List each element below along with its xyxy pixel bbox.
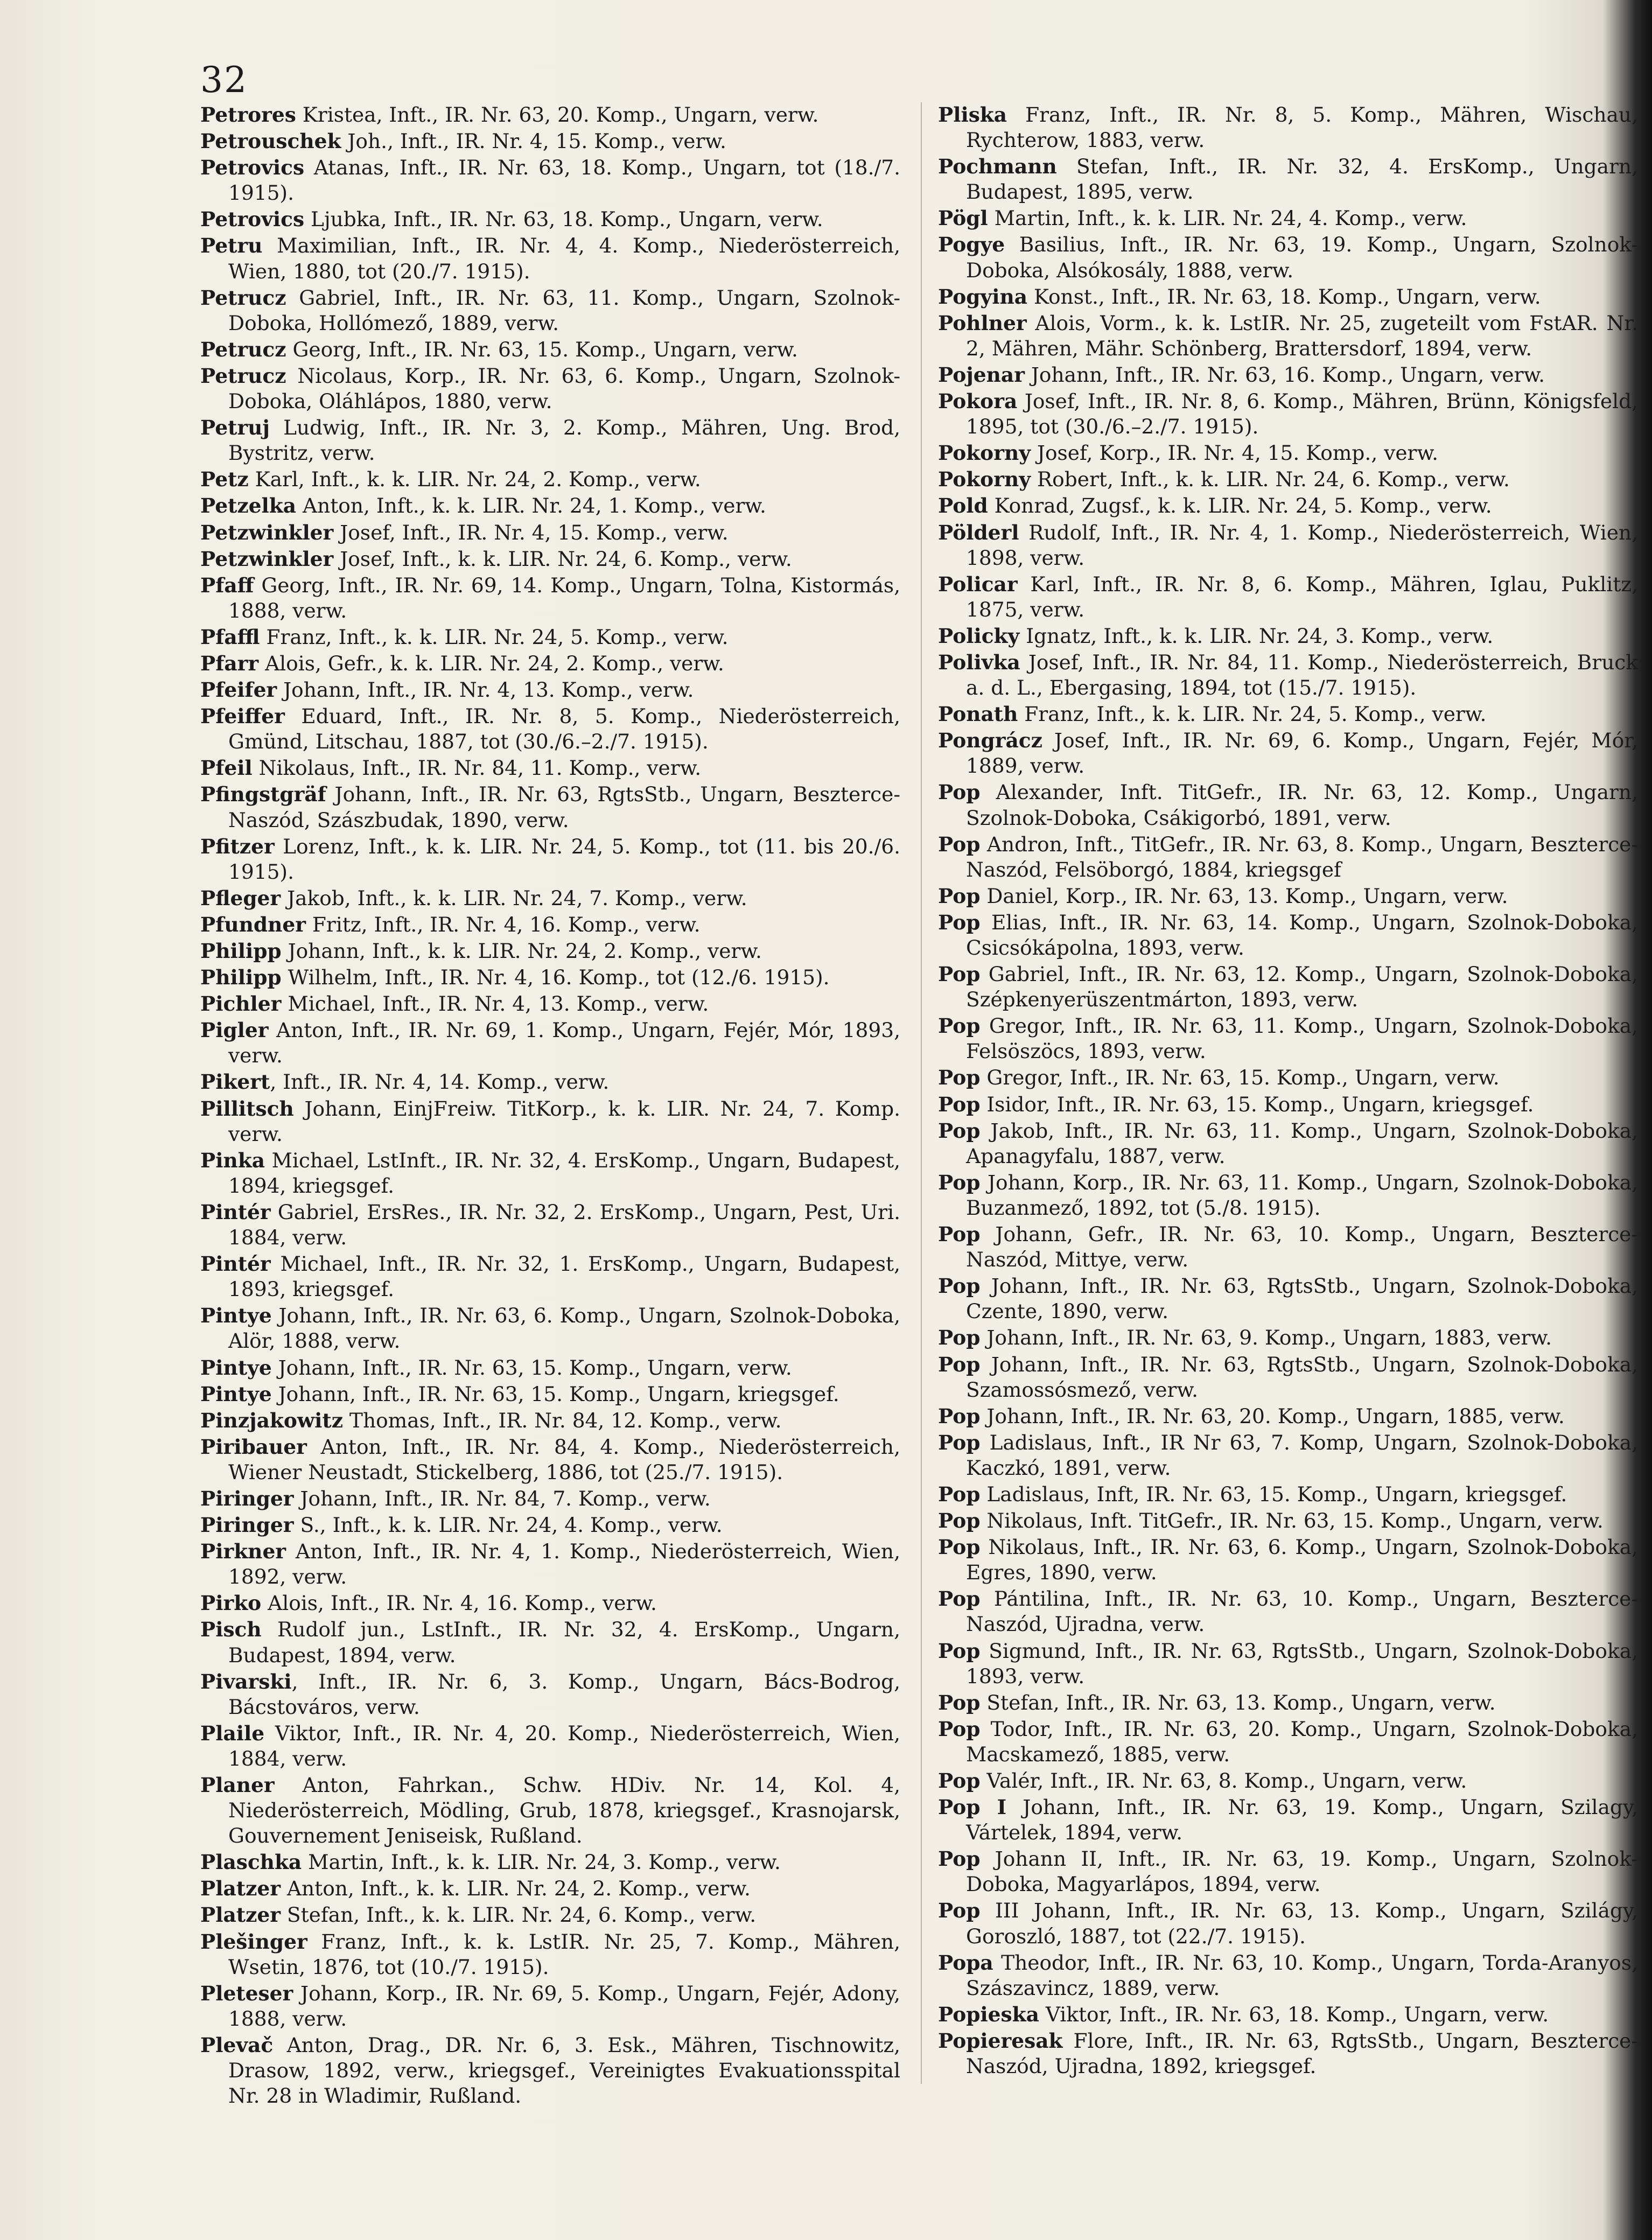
- entry-surname: Petrucz: [200, 285, 286, 310]
- directory-entry: [938, 1352, 1638, 1403]
- entry-surname: Pfeil: [200, 756, 253, 780]
- entry-surname: Platzer: [200, 1903, 281, 1927]
- directory-entry: [200, 285, 900, 336]
- entry-surname: Pokorny: [938, 441, 1031, 465]
- directory-entry: [938, 702, 1638, 727]
- entry-details: Johann, Inft., IR. Nr. 4, 13. Komp., verw.: [277, 678, 694, 702]
- entry-details: Ignatz, Inft., k. k. LIR. Nr. 24, 3. Komp., verw.: [1019, 624, 1494, 648]
- directory-entry: [200, 1434, 900, 1485]
- entry-surname: Pop: [938, 1509, 981, 1533]
- entry-surname: Petrores: [200, 103, 296, 127]
- entry-surname: Pfundner: [200, 912, 306, 936]
- entry-surname: Pfeifer: [200, 678, 277, 702]
- entry-details: Valér, Inft., IR. Nr. 63, 8. Komp., Ungarn, verw.: [980, 1769, 1467, 1793]
- entry-surname: Philipp: [200, 939, 282, 963]
- entry-details: Nikolaus, Inft., IR. Nr. 63, 6. Komp., Ungarn, Szolnok-Doboka, Egres, 1890, verw.: [966, 1535, 1638, 1585]
- entry-surname: Pop: [938, 832, 981, 856]
- directory-entry: [938, 1690, 1638, 1716]
- entry-surname: Petzelka: [200, 494, 297, 518]
- entry-details: Johann, Korp., IR. Nr. 69, 5. Komp., Ungarn, Fejér, Adony, 1888, verw.: [228, 1981, 900, 2031]
- directory-entry: [200, 1876, 900, 1901]
- directory-entry: [938, 493, 1638, 519]
- entry-details: Johann, Inft., IR. Nr. 63, 6. Komp., Ungarn, Szolnok-Doboka, Alör, 1888, verw.: [228, 1304, 900, 1353]
- entry-surname: Pigler: [200, 1018, 269, 1042]
- directory-entry: [200, 782, 900, 832]
- entry-details: Georg, Inft., IR. Nr. 63, 15. Komp., Ungarn, verw.: [286, 337, 798, 361]
- entry-details: Franz, Inft., k. k. LIR. Nr. 24, 5. Komp., verw.: [260, 625, 729, 649]
- directory-entry: [938, 311, 1638, 361]
- entry-details: Johann, Korp., IR. Nr. 63, 11. Komp., Ungarn, Szolnok-Doboka, Buzanmező, 1892, tot (5./8. 1915).: [966, 1170, 1638, 1220]
- entry-details: Johann, Inft., IR. Nr. 63, 15. Komp., Ungarn, verw.: [271, 1355, 792, 1380]
- entry-details: Anton, Fahrkan., Schw. HDiv. Nr. 14, Kol. 4, Niederösterreich, Mödling, Grub, 1878, kriegsgef., Krasnojarsk, Gouvernement Jeniseisk, Rußland.: [228, 1773, 900, 1848]
- entry-surname: Petrucz: [200, 337, 286, 361]
- directory-entry: [938, 284, 1638, 310]
- directory-entry: [200, 1069, 900, 1095]
- directory-entry: [200, 155, 900, 206]
- entry-surname: Policar: [938, 572, 1018, 596]
- entry-surname: Pohlner: [938, 311, 1027, 335]
- entry-surname: Plaile: [200, 1721, 265, 1745]
- directory-entry: [938, 1065, 1638, 1090]
- entry-surname: Pop: [938, 1899, 981, 1923]
- directory-entry: [938, 1092, 1638, 1117]
- entry-surname: Pop: [938, 1587, 981, 1611]
- entry-details: Johann, Inft., IR. Nr. 63, 9. Komp., Ungarn, 1883, verw.: [980, 1326, 1552, 1350]
- directory-entry: [938, 1768, 1638, 1794]
- directory-entry: [200, 834, 900, 885]
- entry-details: Josef, Inft., IR. Nr. 8, 6. Komp., Mähren, Brünn, Königsfeld, 1895, tot (30./6.–2./7. 1915).: [966, 389, 1638, 439]
- entry-surname: Pop: [938, 1430, 981, 1454]
- entry-surname: Pop: [938, 1274, 981, 1298]
- entry-surname: Pokora: [938, 389, 1018, 414]
- entry-surname: Petrouschek: [200, 129, 341, 153]
- entry-surname: Philipp: [200, 965, 282, 990]
- entry-details: Johann, Inft., IR. Nr. 84, 7. Komp., verw.: [293, 1486, 711, 1510]
- entry-details: Johann, Inft., IR. Nr. 63, 19. Komp., Ungarn, Szilagy, Vártelek, 1894, verw.: [966, 1795, 1638, 1845]
- entry-details: Michael, LstInft., IR. Nr. 32, 4. ErsKomp., Ungarn, Budapest, 1894, kriegsgef.: [228, 1148, 900, 1198]
- entry-surname: Plevač: [200, 2033, 274, 2057]
- entry-details: Isidor, Inft., IR. Nr. 63, 15. Komp., Ungarn, kriegsgef.: [980, 1092, 1534, 1116]
- entry-details: Konst., Inft., IR. Nr. 63, 18. Komp., Ungarn, verw.: [1027, 284, 1541, 309]
- directory-entry: [938, 1482, 1638, 1507]
- entry-details: Josef, Inft., IR. Nr. 4, 15. Komp., verw.: [333, 520, 729, 544]
- directory-entry: [938, 2028, 1638, 2079]
- entry-surname: Pintér: [200, 1200, 271, 1224]
- entry-details: Ladislaus, Inft., IR Nr 63, 7. Komp, Ungarn, Szolnok-Doboka, Kaczkó, 1891, verw.: [966, 1430, 1638, 1480]
- directory-entry: [200, 1902, 900, 1928]
- directory-entry: [200, 1018, 900, 1068]
- directory-entry: [200, 1721, 900, 1772]
- directory-entry: [200, 102, 900, 128]
- directory-entry: [200, 1486, 900, 1511]
- entry-details: Josef, Inft., k. k. LIR. Nr. 24, 6. Komp., verw.: [333, 547, 792, 571]
- entry-details: Wilhelm, Inft., IR. Nr. 4, 16. Komp., tot (12./6. 1915).: [281, 965, 830, 990]
- entry-details: Sigmund, Inft., IR. Nr. 63, RgtsStb., Ungarn, Szolnok-Doboka, 1893, verw.: [966, 1639, 1638, 1688]
- entry-surname: Pogyina: [938, 284, 1028, 309]
- directory-entry: [938, 440, 1638, 466]
- directory-entry: [200, 1591, 900, 1616]
- entry-surname: Plešinger: [200, 1929, 307, 1954]
- directory-entry: [200, 939, 900, 964]
- entry-surname: Pokorny: [938, 467, 1031, 492]
- entry-details: Johann, Inft., IR. Nr. 63, RgtsStb., Ungarn, Szolnok-Doboka, Szamossósmező, verw.: [966, 1352, 1638, 1402]
- entry-details: Thomas, Inft., IR. Nr. 84, 12. Komp., verw.: [343, 1408, 782, 1432]
- directory-entry: [200, 704, 900, 754]
- entry-details: Daniel, Korp., IR. Nr. 63, 13. Komp., Ungarn, verw.: [980, 884, 1508, 908]
- entry-details: Franz, Inft., k. k. LIR. Nr. 24, 5. Komp., verw.: [1018, 702, 1487, 726]
- directory-entry: [200, 1148, 900, 1199]
- entry-surname: Pojenar: [938, 362, 1025, 387]
- entry-details: Stefan, Inft., IR. Nr. 32, 4. ErsKomp., Ungarn, Budapest, 1895, verw.: [966, 155, 1638, 204]
- directory-entry: [200, 1539, 900, 1590]
- entry-details: Josef, Korp., IR. Nr. 4, 15. Komp., verw.: [1031, 441, 1439, 465]
- entry-details: Nikolaus, Inft. TitGefr., IR. Nr. 63, 15. Komp., Ungarn, verw.: [980, 1509, 1604, 1533]
- entry-details: Johann, Inft., IR. Nr. 63, RgtsStb., Ungarn, Szolnok-Doboka, Czente, 1890, verw.: [966, 1274, 1638, 1324]
- directory-entry: [200, 886, 900, 911]
- directory-entry: [938, 1170, 1638, 1221]
- directory-entry: [200, 207, 900, 232]
- directory-entry: [200, 547, 900, 572]
- entry-surname: Pinzjakowitz: [200, 1408, 344, 1432]
- entry-details: Alexander, Inft. TitGefr., IR. Nr. 63, 12. Komp., Ungarn, Szolnok-Doboka, Csákigorbó, 1891, verw.: [966, 780, 1638, 830]
- entry-details: Franz, Inft., IR. Nr. 8, 5. Komp., Mähren, Wischau, Rychterow, 1883, verw.: [966, 103, 1638, 152]
- directory-entry: [938, 572, 1638, 622]
- entry-surname: Petruj: [200, 416, 270, 440]
- entry-surname: Plaschka: [200, 1850, 302, 1874]
- directory-entry: [200, 625, 900, 650]
- directory-entry: [938, 1222, 1638, 1272]
- entry-surname: Ponath: [938, 702, 1018, 726]
- entry-details: Kristea, Inft., IR. Nr. 63, 20. Komp., Ungarn, verw.: [296, 103, 819, 127]
- directory-entry: [200, 1981, 900, 2032]
- entry-surname: Pop: [938, 1690, 981, 1714]
- directory-entry: [200, 1408, 900, 1433]
- entry-details: Elias, Inft., IR. Nr. 63, 14. Komp., Ungarn, Szolnok-Doboka, Csicsókápolna, 1893, verw.: [966, 910, 1638, 960]
- entry-details: Fritz, Inft., IR. Nr. 4, 16. Komp., verw.: [305, 912, 701, 936]
- entry-details: Eduard, Inft., IR. Nr. 8, 5. Komp., Niederösterreich, Gmünd, Litschau, 1887, tot (30./6.–2./7. 1915).: [228, 704, 900, 754]
- entry-surname: Pop: [938, 1769, 981, 1793]
- entry-details: Stefan, Inft., k. k. LIR. Nr. 24, 6. Komp., verw.: [280, 1903, 757, 1927]
- directory-entry: [938, 232, 1638, 283]
- entry-surname: Pop: [938, 1404, 981, 1428]
- entry-details: Alois, Inft., IR. Nr. 4, 16. Komp., verw.: [261, 1591, 657, 1615]
- entry-details: Konrad, Zugsf., k. k. LIR. Nr. 24, 5. Komp., verw.: [988, 494, 1492, 518]
- entry-surname: Petz: [200, 467, 249, 492]
- entry-surname: Pichler: [200, 992, 282, 1016]
- entry-details: Ludwig, Inft., IR. Nr. 3, 2. Komp., Mähren, Ung. Brod, Bystritz, verw.: [228, 416, 900, 465]
- directory-entry: [200, 991, 900, 1017]
- directory-entry: [938, 520, 1638, 571]
- directory-entry: [200, 651, 900, 676]
- entry-surname: Pop: [938, 1639, 981, 1663]
- directory-entry: [200, 233, 900, 284]
- directory-entry: [200, 1200, 900, 1250]
- entry-surname: Platzer: [200, 1877, 281, 1901]
- directory-entry: [200, 1513, 900, 1538]
- entry-surname: Pop: [938, 1092, 981, 1116]
- entry-details: Johann, Inft., IR. Nr. 63, 20. Komp., Ungarn, 1885, verw.: [980, 1404, 1565, 1428]
- entry-details: Gabriel, Inft., IR. Nr. 63, 11. Komp., Ungarn, Szolnok-Doboka, Hollómező, 1889, verw.: [228, 285, 900, 335]
- entry-surname: Pop: [938, 1535, 981, 1559]
- entry-surname: Pfitzer: [200, 834, 275, 858]
- entry-details: Anton, Drag., DR. Nr. 6, 3. Esk., Mähren, Tischnowitz, Drasow, 1892, verw., kriegsgef., Vereinigtes Evakuationsspital Nr. 28 in Wladimir, Rußland.: [228, 2033, 900, 2108]
- directory-entry: [938, 389, 1638, 439]
- entry-surname: Pop: [938, 1847, 981, 1871]
- directory-entry: [938, 1508, 1638, 1534]
- entry-details: Gabriel, ErsRes., IR. Nr. 32, 2. ErsKomp., Ungarn, Pest, Uri. 1884, verw.: [228, 1200, 900, 1250]
- entry-details: Johann, Inft., IR. Nr. 63, 16. Komp., Ungarn, verw.: [1024, 362, 1545, 387]
- entry-details: Jakob, Inft., IR. Nr. 63, 11. Komp., Ungarn, Szolnok-Doboka, Apanagyfalu, 1887, verw.: [966, 1118, 1638, 1168]
- directory-entry: [938, 362, 1638, 388]
- directory-entry: [200, 337, 900, 362]
- entry-surname: Pop: [938, 1222, 981, 1247]
- entry-surname: Polivka: [938, 650, 1020, 674]
- entry-details: Martin, Inft., k. k. LIR. Nr. 24, 3. Komp., verw.: [302, 1850, 781, 1874]
- entry-details: Michael, Inft., IR. Nr. 32, 1. ErsKomp., Ungarn, Budapest, 1893, kriegsgef.: [228, 1252, 900, 1301]
- entry-details: Basilius, Inft., IR. Nr. 63, 19. Komp., Ungarn, Szolnok-Doboka, Alsókosály, 1888, verw.: [966, 233, 1638, 282]
- entry-surname: Piringer: [200, 1486, 294, 1510]
- directory-entry: [938, 962, 1638, 1012]
- directory-entry: [938, 206, 1638, 231]
- directory-entry: [938, 1404, 1638, 1429]
- entry-details: Gregor, Inft., IR. Nr. 63, 11. Komp., Ungarn, Szolnok-Doboka, Felsöszöcs, 1893, verw.: [966, 1014, 1638, 1063]
- entry-details: Anton, Inft., IR. Nr. 69, 1. Komp., Ungarn, Fejér, Mór, 1893, verw.: [228, 1018, 900, 1068]
- directory-entry: [200, 1382, 900, 1407]
- entry-details: Joh., Inft., IR. Nr. 4, 15. Komp., verw.: [341, 129, 726, 153]
- entry-details: Ljubka, Inft., IR. Nr. 63, 18. Komp., Ungarn, verw.: [304, 207, 823, 232]
- directory-entry: [938, 467, 1638, 492]
- entry-details: , Inft., IR. Nr. 6, 3. Komp., Ungarn, Bács-Bodrog, Bácstováros, verw.: [228, 1669, 900, 1719]
- entry-details: Alois, Vorm., k. k. LstIR. Nr. 25, zugeteilt vom FstAR. Nr. 2, Mähren, Mähr. Schönberg, Brattersdorf, 1894, verw.: [966, 311, 1638, 360]
- entry-surname: Popieresak: [938, 2028, 1063, 2053]
- directory-entry: [938, 650, 1638, 701]
- directory-entry: [938, 728, 1638, 779]
- directory-entry: [200, 520, 900, 545]
- entry-surname: Pirko: [200, 1591, 262, 1615]
- directory-entry: [200, 363, 900, 414]
- directory-entry: [938, 1535, 1638, 1585]
- entry-details: Gregor, Inft., IR. Nr. 63, 15. Komp., Ungarn, verw.: [980, 1066, 1500, 1090]
- entry-details: Stefan, Inft., IR. Nr. 63, 13. Komp., Ungarn, verw.: [980, 1690, 1496, 1714]
- entry-surname: Pögl: [938, 206, 988, 230]
- entry-details: Johann, Inft., IR. Nr. 63, 15. Komp., Ungarn, kriegsgef.: [271, 1382, 839, 1406]
- entry-surname: Pfeiffer: [200, 704, 285, 729]
- entry-surname: Pfleger: [200, 886, 281, 910]
- entry-surname: Pochmann: [938, 155, 1057, 179]
- entry-surname: Pop: [938, 1326, 981, 1350]
- directory-entry: [200, 467, 900, 492]
- directory-entry: [200, 573, 900, 624]
- directory-entry: [938, 1013, 1638, 1064]
- entry-surname: Petzwinkler: [200, 520, 334, 544]
- entry-details: , Inft., IR. Nr. 4, 14. Komp., verw.: [270, 1070, 610, 1094]
- directory-entry: [938, 1717, 1638, 1767]
- directory-entry: [938, 1118, 1638, 1169]
- directory-entry: [938, 884, 1638, 909]
- entry-details: Martin, Inft., k. k. LIR. Nr. 24, 4. Komp., verw.: [988, 206, 1467, 230]
- entry-surname: Pop I: [938, 1795, 1007, 1819]
- column-divider: [921, 102, 922, 2084]
- entry-surname: Pfaffl: [200, 625, 260, 649]
- entry-details: Johann, Gefr., IR. Nr. 63, 10. Komp., Ungarn, Beszterce-Naszód, Mittye, verw.: [966, 1222, 1638, 1272]
- entry-surname: Pintye: [200, 1382, 272, 1406]
- entry-details: Alois, Gefr., k. k. LIR. Nr. 24, 2. Komp., verw.: [258, 651, 724, 675]
- entry-surname: Pop: [938, 884, 981, 908]
- entry-details: Atanas, Inft., IR. Nr. 63, 18. Komp., Ungarn, tot (18./7. 1915).: [228, 156, 900, 205]
- entry-details: Gabriel, Inft., IR. Nr. 63, 12. Komp., Ungarn, Szolnok-Doboka, Szépkenyerüszentmárton, 1893, verw.: [966, 962, 1638, 1012]
- entry-details: Michael, Inft., IR. Nr. 4, 13. Komp., verw.: [281, 992, 709, 1016]
- entry-surname: Pirkner: [200, 1539, 286, 1564]
- entry-surname: Policky: [938, 624, 1020, 648]
- directory-entry: [200, 1850, 900, 1875]
- entry-surname: Planer: [200, 1773, 275, 1797]
- entry-details: Todor, Inft., IR. Nr. 63, 20. Komp., Ungarn, Szolnok-Doboka, Macskamező, 1885, verw.: [966, 1717, 1638, 1766]
- entry-details: Lorenz, Inft., k. k. LIR. Nr. 24, 5. Komp., tot (11. bis 20./6. 1915).: [228, 834, 900, 884]
- directory-entry: [200, 1669, 900, 1720]
- left-column: [200, 102, 900, 2110]
- entry-surname: Pivarski: [200, 1669, 292, 1693]
- entry-surname: Pölderl: [938, 520, 1019, 544]
- entry-details: Franz, Inft., k. k. LstIR. Nr. 25, 7. Komp., Mähren, Wsetin, 1876, tot (10./7. 1915).: [228, 1929, 900, 1979]
- entry-details: Pántilina, Inft., IR. Nr. 63, 10. Komp., Ungarn, Beszterce-Naszód, Ujradna, verw.: [966, 1587, 1638, 1636]
- directory-entry: [200, 1773, 900, 1849]
- entry-surname: Pikert: [200, 1070, 270, 1094]
- entry-surname: Pold: [938, 494, 988, 518]
- entry-surname: Pintér: [200, 1252, 271, 1276]
- entry-details: Nicolaus, Korp., IR. Nr. 63, 6. Komp., Ungarn, Szolnok-Doboka, Oláhlápos, 1880, verw.: [228, 363, 900, 414]
- entry-details: Maximilian, Inft., IR. Nr. 4, 4. Komp., Niederösterreich, Wien, 1880, tot (20./7. 1915).: [228, 234, 900, 283]
- entry-surname: Pop: [938, 1717, 981, 1741]
- directory-entry: [938, 2002, 1638, 2027]
- directory-entry: [938, 1950, 1638, 2001]
- directory-entry: [938, 780, 1638, 830]
- entry-surname: Pillitsch: [200, 1096, 294, 1121]
- directory-entry: [200, 755, 900, 781]
- directory-entry: [200, 965, 900, 990]
- entry-surname: Pfaff: [200, 573, 254, 597]
- directory-entry: [200, 493, 900, 519]
- directory-entry: [938, 1325, 1638, 1350]
- entry-surname: Pop: [938, 1170, 981, 1194]
- entry-details: Theodor, Inft., IR. Nr. 63, 10. Komp., Ungarn, Torda-Aranyos, Szászavincz, 1889, verw.: [966, 1950, 1638, 2000]
- directory-entry: [938, 624, 1638, 649]
- entry-details: Anton, Inft., IR. Nr. 84, 4. Komp., Niederösterreich, Wiener Neustadt, Stickelberg, 1886, tot (25./7. 1915).: [228, 1434, 900, 1484]
- entry-surname: Pleteser: [200, 1981, 293, 2005]
- entry-surname: Pinka: [200, 1148, 265, 1172]
- entry-details: Robert, Inft., k. k. LIR. Nr. 24, 6. Komp., verw.: [1031, 467, 1510, 492]
- entry-details: Jakob, Inft., k. k. LIR. Nr. 24, 7. Komp., verw.: [281, 886, 747, 910]
- entry-details: Anton, Inft., IR. Nr. 4, 1. Komp., Niederösterreich, Wien, 1892, verw.: [228, 1539, 900, 1589]
- directory-entry: [200, 2033, 900, 2109]
- directory-entry: [938, 102, 1638, 153]
- entry-details: Karl, Inft., IR. Nr. 8, 6. Komp., Mähren, Iglau, Puklitz, 1875, verw.: [966, 572, 1638, 621]
- entry-surname: Pintye: [200, 1304, 272, 1328]
- entry-surname: Petru: [200, 234, 263, 258]
- entry-surname: Petrovics: [200, 156, 305, 180]
- directory-entry: [938, 1846, 1638, 1897]
- entry-details: Anton, Inft., k. k. LIR. Nr. 24, 1. Komp., verw.: [296, 494, 766, 518]
- directory-entry: [938, 1273, 1638, 1324]
- entry-surname: Pop: [938, 780, 981, 804]
- entry-surname: Pop: [938, 1482, 981, 1506]
- directory-entry: [200, 1617, 900, 1668]
- entry-surname: Petzwinkler: [200, 547, 334, 571]
- entry-details: Georg, Inft., IR. Nr. 69, 14. Komp., Ungarn, Tolna, Kistormás, 1888, verw.: [228, 573, 900, 622]
- directory-entry: [200, 1929, 900, 1980]
- directory-entry: [938, 154, 1638, 205]
- entry-details: Anton, Inft., k. k. LIR. Nr. 24, 2. Komp., verw.: [280, 1877, 751, 1901]
- entry-details: Johann, Inft., k. k. LIR. Nr. 24, 2. Komp., verw.: [281, 939, 762, 963]
- directory-entry: [200, 1303, 900, 1354]
- directory-entry: [938, 1639, 1638, 1689]
- entry-details: Viktor, Inft., IR. Nr. 63, 18. Komp., Ungarn, verw.: [1039, 2002, 1549, 2026]
- entry-details: III Johann, Inft., IR. Nr. 63, 13. Komp., Ungarn, Szilágy, Goroszló, 1887, tot (22./7. 1915).: [966, 1899, 1638, 1948]
- entry-surname: Popieska: [938, 2002, 1039, 2026]
- directory-entry: [200, 677, 900, 703]
- entry-surname: Piribauer: [200, 1434, 307, 1459]
- directory-entry: [938, 1898, 1638, 1949]
- entry-details: Johann, Inft., IR. Nr. 63, RgtsStb., Ungarn, Beszterce-Naszód, Szászbudak, 1890, verw.: [228, 782, 900, 832]
- directory-entry: [200, 129, 900, 154]
- directory-entry: [938, 1430, 1638, 1481]
- page-number: 32: [200, 59, 248, 101]
- entry-surname: Pop: [938, 1352, 981, 1376]
- entry-details: Rudolf jun., LstInft., IR. Nr. 32, 4. ErsKomp., Ungarn, Budapest, 1894, verw.: [228, 1618, 900, 1667]
- directory-entry: [200, 415, 900, 466]
- entry-surname: Pongrácz: [938, 729, 1042, 753]
- entry-details: S., Inft., k. k. LIR. Nr. 24, 4. Komp., verw.: [293, 1513, 723, 1537]
- entry-details: Johann, EinjFreiw. TitKorp., k. k. LIR. Nr. 24, 7. Komp. verw.: [228, 1096, 900, 1146]
- right-column: [938, 102, 1638, 2080]
- entry-surname: Petrovics: [200, 207, 305, 232]
- directory-entry: [938, 1586, 1638, 1637]
- entry-surname: Pop: [938, 962, 981, 986]
- entry-details: Nikolaus, Inft., IR. Nr. 84, 11. Komp., verw.: [252, 756, 702, 780]
- entry-details: Johann II, Inft., IR. Nr. 63, 19. Komp., Ungarn, Szolnok-Doboka, Magyarlápos, 1894, verw.: [966, 1847, 1638, 1896]
- entry-surname: Pfarr: [200, 651, 259, 675]
- directory-entry: [938, 832, 1638, 883]
- entry-details: Ladislaus, Inft, IR. Nr. 63, 15. Komp., Ungarn, kriegsgef.: [980, 1482, 1567, 1506]
- directory-entry: [938, 1795, 1638, 1845]
- entry-surname: Pop: [938, 1118, 981, 1143]
- entry-details: Josef, Inft., IR. Nr. 84, 11. Komp., Niederösterreich, Bruck a. d. L., Ebergasing, 1894, tot (15./7. 1915).: [966, 650, 1638, 700]
- entry-details: Josef, Inft., IR. Nr. 69, 6. Komp., Ungarn, Fejér, Mór, 1889, verw.: [966, 729, 1638, 778]
- entry-surname: Pisch: [200, 1618, 262, 1642]
- directory-entry: [938, 910, 1638, 961]
- entry-surname: Petrucz: [200, 363, 286, 388]
- entry-surname: Pop: [938, 910, 981, 934]
- entry-details: Karl, Inft., k. k. LIR. Nr. 24, 2. Komp., verw.: [248, 467, 701, 492]
- entry-surname: Pogye: [938, 233, 1005, 257]
- entry-details: Andron, Inft., TitGefr., IR. Nr. 63, 8. Komp., Ungarn, Beszterce-Naszód, Felsöborgó, 1884, kriegsgef: [966, 832, 1638, 881]
- entry-details: Flore, Inft., IR. Nr. 63, RgtsStb., Ungarn, Beszterce-Naszód, Ujradna, 1892, kriegsgef.: [966, 2028, 1638, 2078]
- entry-details: Viktor, Inft., IR. Nr. 4, 20. Komp., Niederösterreich, Wien, 1884, verw.: [228, 1721, 900, 1770]
- entry-surname: Pintye: [200, 1355, 272, 1380]
- entry-details: Rudolf, Inft., IR. Nr. 4, 1. Komp., Niederösterreich, Wien, 1898, verw.: [966, 520, 1638, 570]
- directory-entry: [200, 1251, 900, 1302]
- directory-entry: [200, 1096, 900, 1147]
- entry-surname: Pop: [938, 1014, 981, 1038]
- entry-surname: Pop: [938, 1066, 981, 1090]
- directory-entry: [200, 1355, 900, 1381]
- entry-surname: Popa: [938, 1950, 993, 1975]
- directory-entry: [200, 912, 900, 937]
- entry-surname: Piringer: [200, 1513, 294, 1537]
- entry-surname: Pfingstgräf: [200, 782, 326, 807]
- entry-surname: Pliska: [938, 103, 1007, 127]
